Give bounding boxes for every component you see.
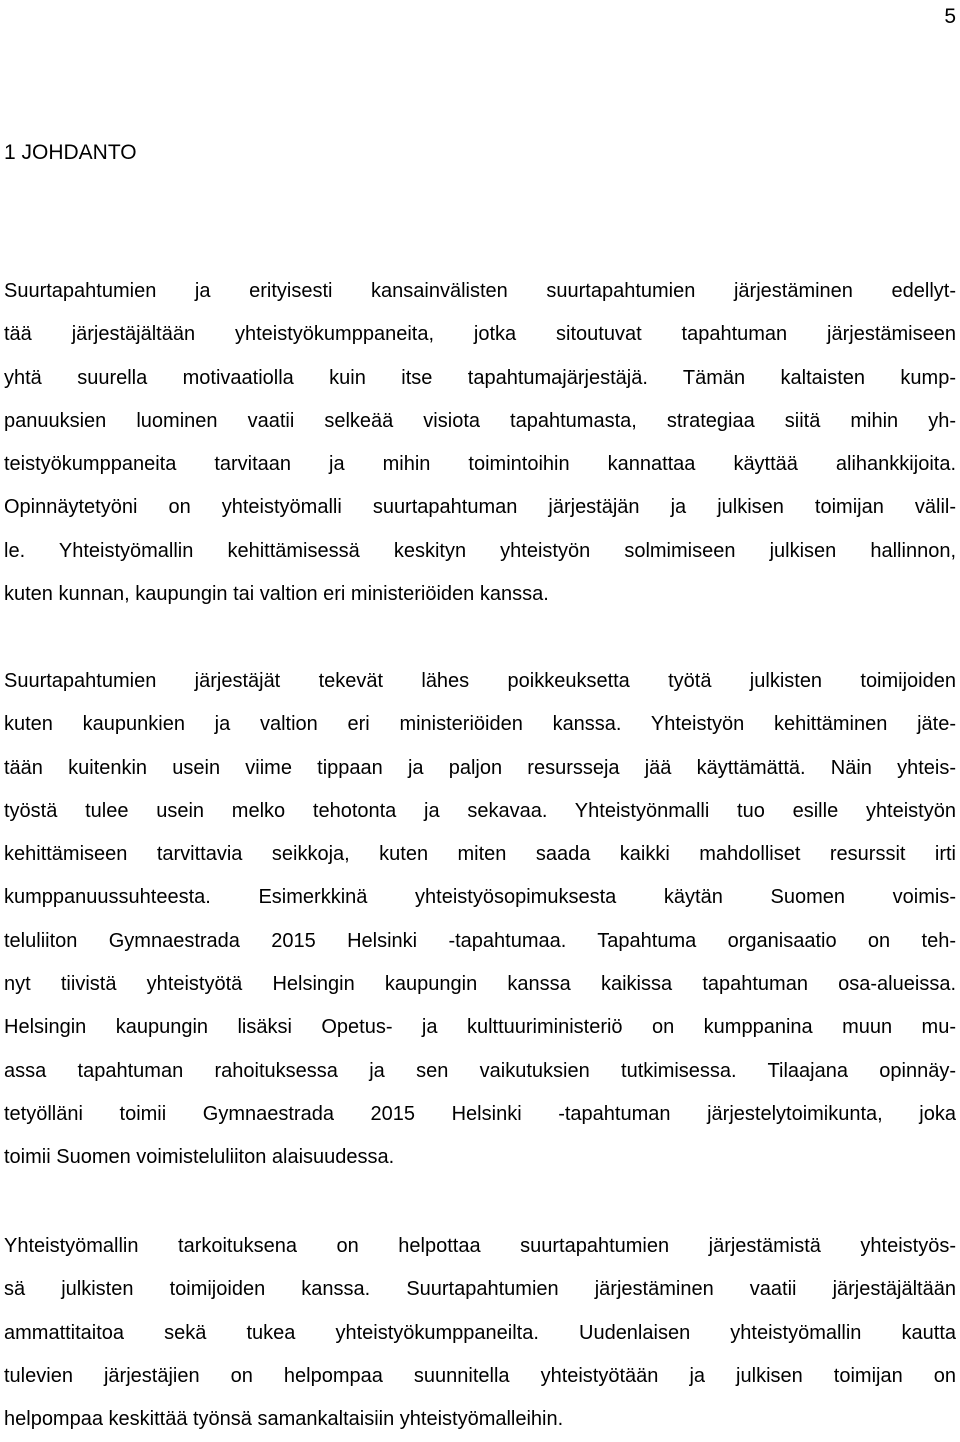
text-line: kuten kunnan, kaupungin tai valtion eri ministeriöiden kanssa. [4,583,549,606]
text-line: Helsingin kaupungin lisäksi Opetus- ja kulttuuriministeriö on kumppanina muun mu- [4,1016,956,1039]
body-paragraph [4,660,956,1180]
text-line: kumppanuussuhteesta. Esimerkkinä yhteistyösopimuksesta käytän Suomen voimis- [4,886,956,909]
text-line: tetyölläni toimii Gymnaestrada 2015 Helsinki -tapahtuman järjestelytoimikunta, joka [4,1102,956,1125]
text-line: tulevien järjestäjien on helpompaa suunnitella yhteistyötään ja julkisen toimijan on [4,1364,956,1387]
text-line: tää järjestäjältään yhteistyökumppaneita, jotka sitoutuvat tapahtuman järjestämiseen [4,323,956,346]
chapter-title: 1 JOHDANTO [4,141,137,164]
text-line: teluliiton Gymnaestrada 2015 Helsinki -tapahtumaa. Tapahtuma organisaatio on teh- [4,929,956,952]
text-line: kehittämiseen tarvittavia seikkoja, kuten miten saada kaikki mahdolliset resurssit irti [4,843,956,866]
text-line: teistyökumppaneita tarvitaan ja mihin toimintoihin kannattaa käyttää alihankkijoita. [4,453,956,476]
text-line: panuuksien luominen vaatii selkeää visiota tapahtumasta, strategiaa siitä mihin yh- [4,409,956,432]
text-line: Suurtapahtumien ja erityisesti kansainvälisten suurtapahtumien järjestäminen edellyt- [4,280,956,302]
body-paragraph [4,1225,956,1441]
text-line: Suurtapahtumien järjestäjät tekevät lähes poikkeuksetta työtä julkisten toimijoiden [4,670,956,692]
text-line: le. Yhteistyömallin kehittämisessä keskityn yhteistyön solmimiseen julkisen hallinnon, [4,539,956,562]
text-line: Opinnäytetyöni on yhteistyömalli suurtapahtuman järjestäjän ja julkisen toimijan välil- [4,496,956,519]
text-line: tään kuitenkin usein viime tippaan ja paljon resursseja jää käyttämättä. Näin yhteis- [4,756,956,779]
text-line: työstä tulee usein melko tehotonta ja sekavaa. Yhteistyönmalli tuo esille yhteistyön [4,799,956,822]
page-number: 5 [944,5,956,28]
text-line: ammattitaitoa sekä tukea yhteistyökumppaneilta. Uudenlaisen yhteistyömallin kautta [4,1321,956,1344]
text-line: assa tapahtuman rahoituksessa ja sen vaikutuksien tutkimisessa. Tilaajana opinnäy- [4,1059,956,1082]
text-line: helpompaa keskittää työnsä samankaltaisiin yhteistyömalleihin. [4,1408,564,1431]
text-line: kuten kaupunkien ja valtion eri ministeriöiden kanssa. Yhteistyön kehittäminen jäte- [4,713,956,736]
text-line: toimii Suomen voimisteluliiton alaisuudessa. [4,1146,395,1169]
text-line: nyt tiivistä yhteistyötä Helsingin kaupungin kanssa kaikissa tapahtuman osa-alueissa. [4,973,956,996]
text-line: yhtä suurella motivaatiolla kuin itse tapahtumajärjestäjä. Tämän kaltaisten kump- [4,366,956,389]
body-paragraph [4,270,956,616]
text-line: Yhteistyömallin tarkoituksena on helpottaa suurtapahtumien järjestämistä yhteistyös- [4,1235,956,1257]
text-line: sä julkisten toimijoiden kanssa. Suurtapahtumien järjestäminen vaatii järjestäjältään [4,1278,956,1301]
